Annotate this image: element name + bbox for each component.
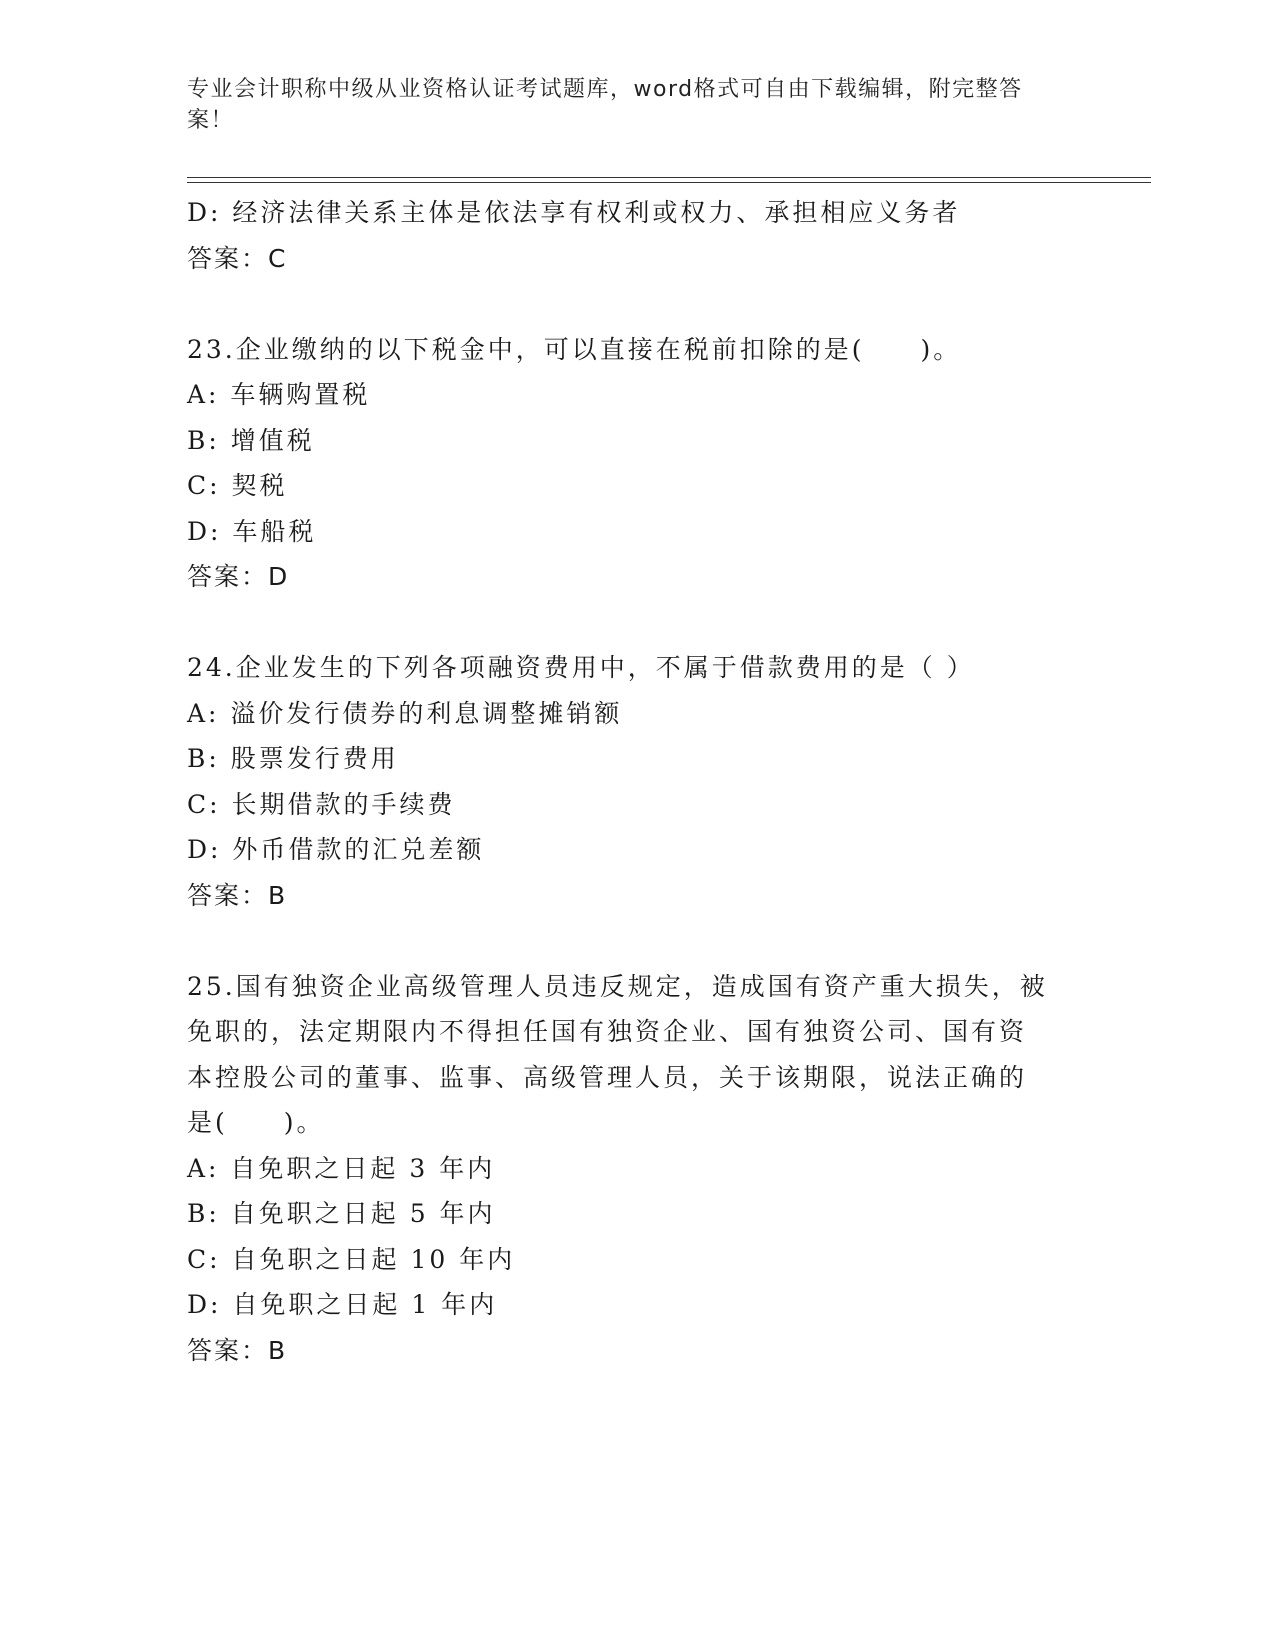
option-b: B: 增值税: [187, 425, 315, 455]
header-rule-bottom: [187, 182, 1151, 183]
option-b: B: 股票发行费用: [187, 744, 399, 773]
option-d: D: 经济法律关系主体是依法享有权利或权力、承担相应义务者: [187, 198, 961, 227]
previous-question-tail: [187, 190, 1087, 281]
answer: 答案：D: [187, 562, 290, 591]
spacer: [187, 600, 1087, 646]
option-a: A: 车辆购置税: [187, 380, 371, 409]
question-stem: 23.企业缴纳的以下税金中，可以直接在税前扣除的是( )。: [187, 334, 962, 364]
question-23: [187, 327, 1087, 600]
option-d: D: 车船税: [187, 516, 317, 546]
question-stem-line: 是( )。: [187, 1108, 325, 1137]
option-d: D: 自免职之日起 1 年内: [187, 1290, 498, 1319]
option-c: C: 契税: [187, 471, 288, 500]
question-stem-line: 免职的，法定期限内不得担任国有独资企业、国有独资公司、国有资: [187, 1017, 1028, 1046]
option-c: C: 长期借款的手续费: [187, 789, 456, 819]
question-25: [187, 964, 1087, 1374]
answer: 答案：B: [187, 1335, 288, 1365]
option-d: D: 外币借款的汇兑差额: [187, 835, 485, 864]
question-list: [187, 190, 1087, 1373]
answer: 答案：C: [187, 243, 288, 273]
question-stem-line: 本控股公司的董事、监事、高级管理人员，关于该期限，说法正确的: [187, 1062, 1028, 1092]
option-c: C: 自免职之日起 10 年内: [187, 1244, 516, 1274]
option-a: A: 溢价发行债券的利息调整摊销额: [187, 698, 623, 728]
spacer: [187, 918, 1087, 964]
page-header: 专业会计职称中级从业资格认证考试题库，word格式可自由下载编辑，附完整答案！: [187, 77, 1023, 133]
answer: 答案：B: [187, 880, 288, 910]
option-b: B: 自免职之日起 5 年内: [187, 1199, 496, 1228]
spacer: [187, 281, 1087, 327]
header-rule-top: [187, 177, 1151, 178]
option-a: A: 自免职之日起 3 年内: [187, 1153, 496, 1183]
question-24: [187, 645, 1087, 918]
question-stem: 24.企业发生的下列各项融资费用中，不属于借款费用的是（ ）: [187, 653, 975, 682]
question-stem-line: 25.国有独资企业高级管理人员违反规定，造成国有资产重大损失，被: [187, 971, 1048, 1001]
